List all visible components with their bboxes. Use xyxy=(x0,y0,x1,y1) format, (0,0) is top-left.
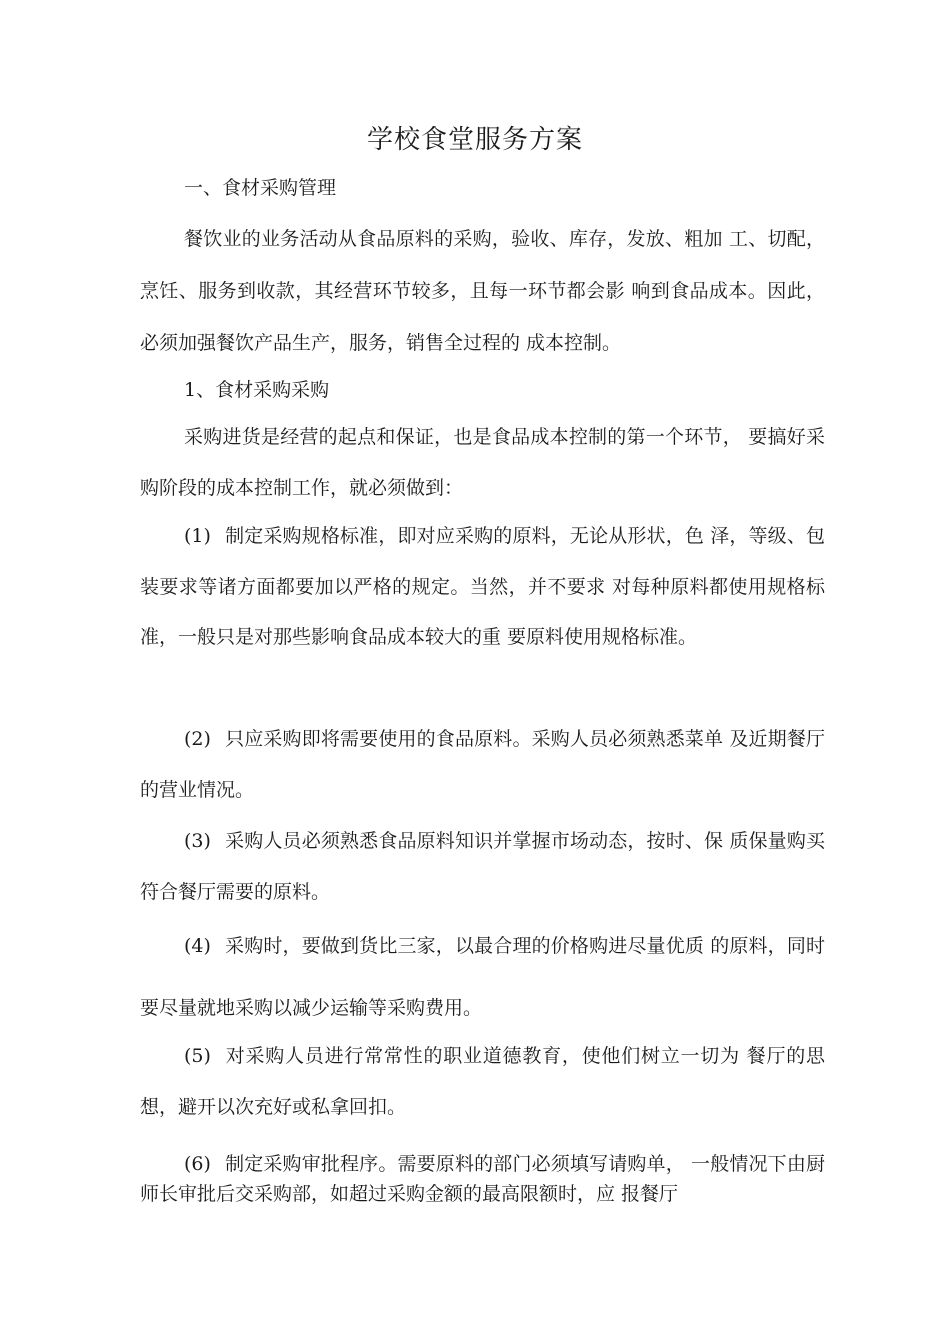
list-item xyxy=(140,714,825,815)
intro-paragraph: 餐饮业的业务活动从食品原料的采购，验收、库存，发放、粗加 工、切配，烹饪、服务到收款，其经营环节较多，且每一环节都会影 响到食品成本。因此，必须加强餐饮产品生产，服务，销售全过程的 成本控制。 xyxy=(140,228,825,354)
page-title: 学校食堂服务方案 xyxy=(366,125,583,155)
list-item xyxy=(140,816,825,917)
item-text: 采购时，要做到货比三家，以最合理的价格购进尽量优质 的原料，同时要尽量就地采购以减少运输等采购费用。 xyxy=(140,935,825,1019)
subsection-heading: 1、食材采购采购 xyxy=(184,379,330,401)
item-label: (6) xyxy=(184,1153,211,1175)
item-label: (3) xyxy=(184,830,211,852)
item-text: 采购人员必须熟悉食品原料知识并掌握市场动态，按时、保 质保量购买符合餐厅需要的原料。 xyxy=(140,830,825,903)
item-label: (4) xyxy=(184,935,211,957)
list-item xyxy=(140,1149,825,1209)
item-label: (2) xyxy=(184,728,211,750)
item-text: 制定采购审批程序。需要原料的部门必须填写请购单， 一般情况下由厨师长审批后交采购部，如超过采购金额的最高限额时，应 报餐厅 xyxy=(140,1153,825,1205)
list-item xyxy=(140,511,825,663)
item-label: (5) xyxy=(184,1045,211,1067)
list-item xyxy=(140,915,825,1039)
section-heading: 一、食材采购管理 xyxy=(184,177,337,199)
list-item xyxy=(140,1031,825,1132)
item-text: 对采购人员进行常常性的职业道德教育，使他们树立一切为 餐厅的思想，避开以次充好或私拿回扣。 xyxy=(140,1045,825,1118)
item-label: (1) xyxy=(184,525,211,547)
item-text: 只应采购即将需要使用的食品原料。采购人员必须熟悉菜单 及近期餐厅的营业情况。 xyxy=(140,728,825,801)
item-text: 制定采购规格标准，即对应采购的原料，无论从形状，色 泽，等级、包装要求等诸方面都要加以严格的规定。当然，并不要求 对每种原料都使用规格标准，一般只是对那些影响食品成本较大的重 要原料使用规格标准。 xyxy=(140,525,825,648)
subsection-paragraph: 采购进货是经营的起点和保证，也是食品成本控制的第一个环节， 要搞好采购阶段的成本控制工作，就必须做到： xyxy=(140,426,825,499)
